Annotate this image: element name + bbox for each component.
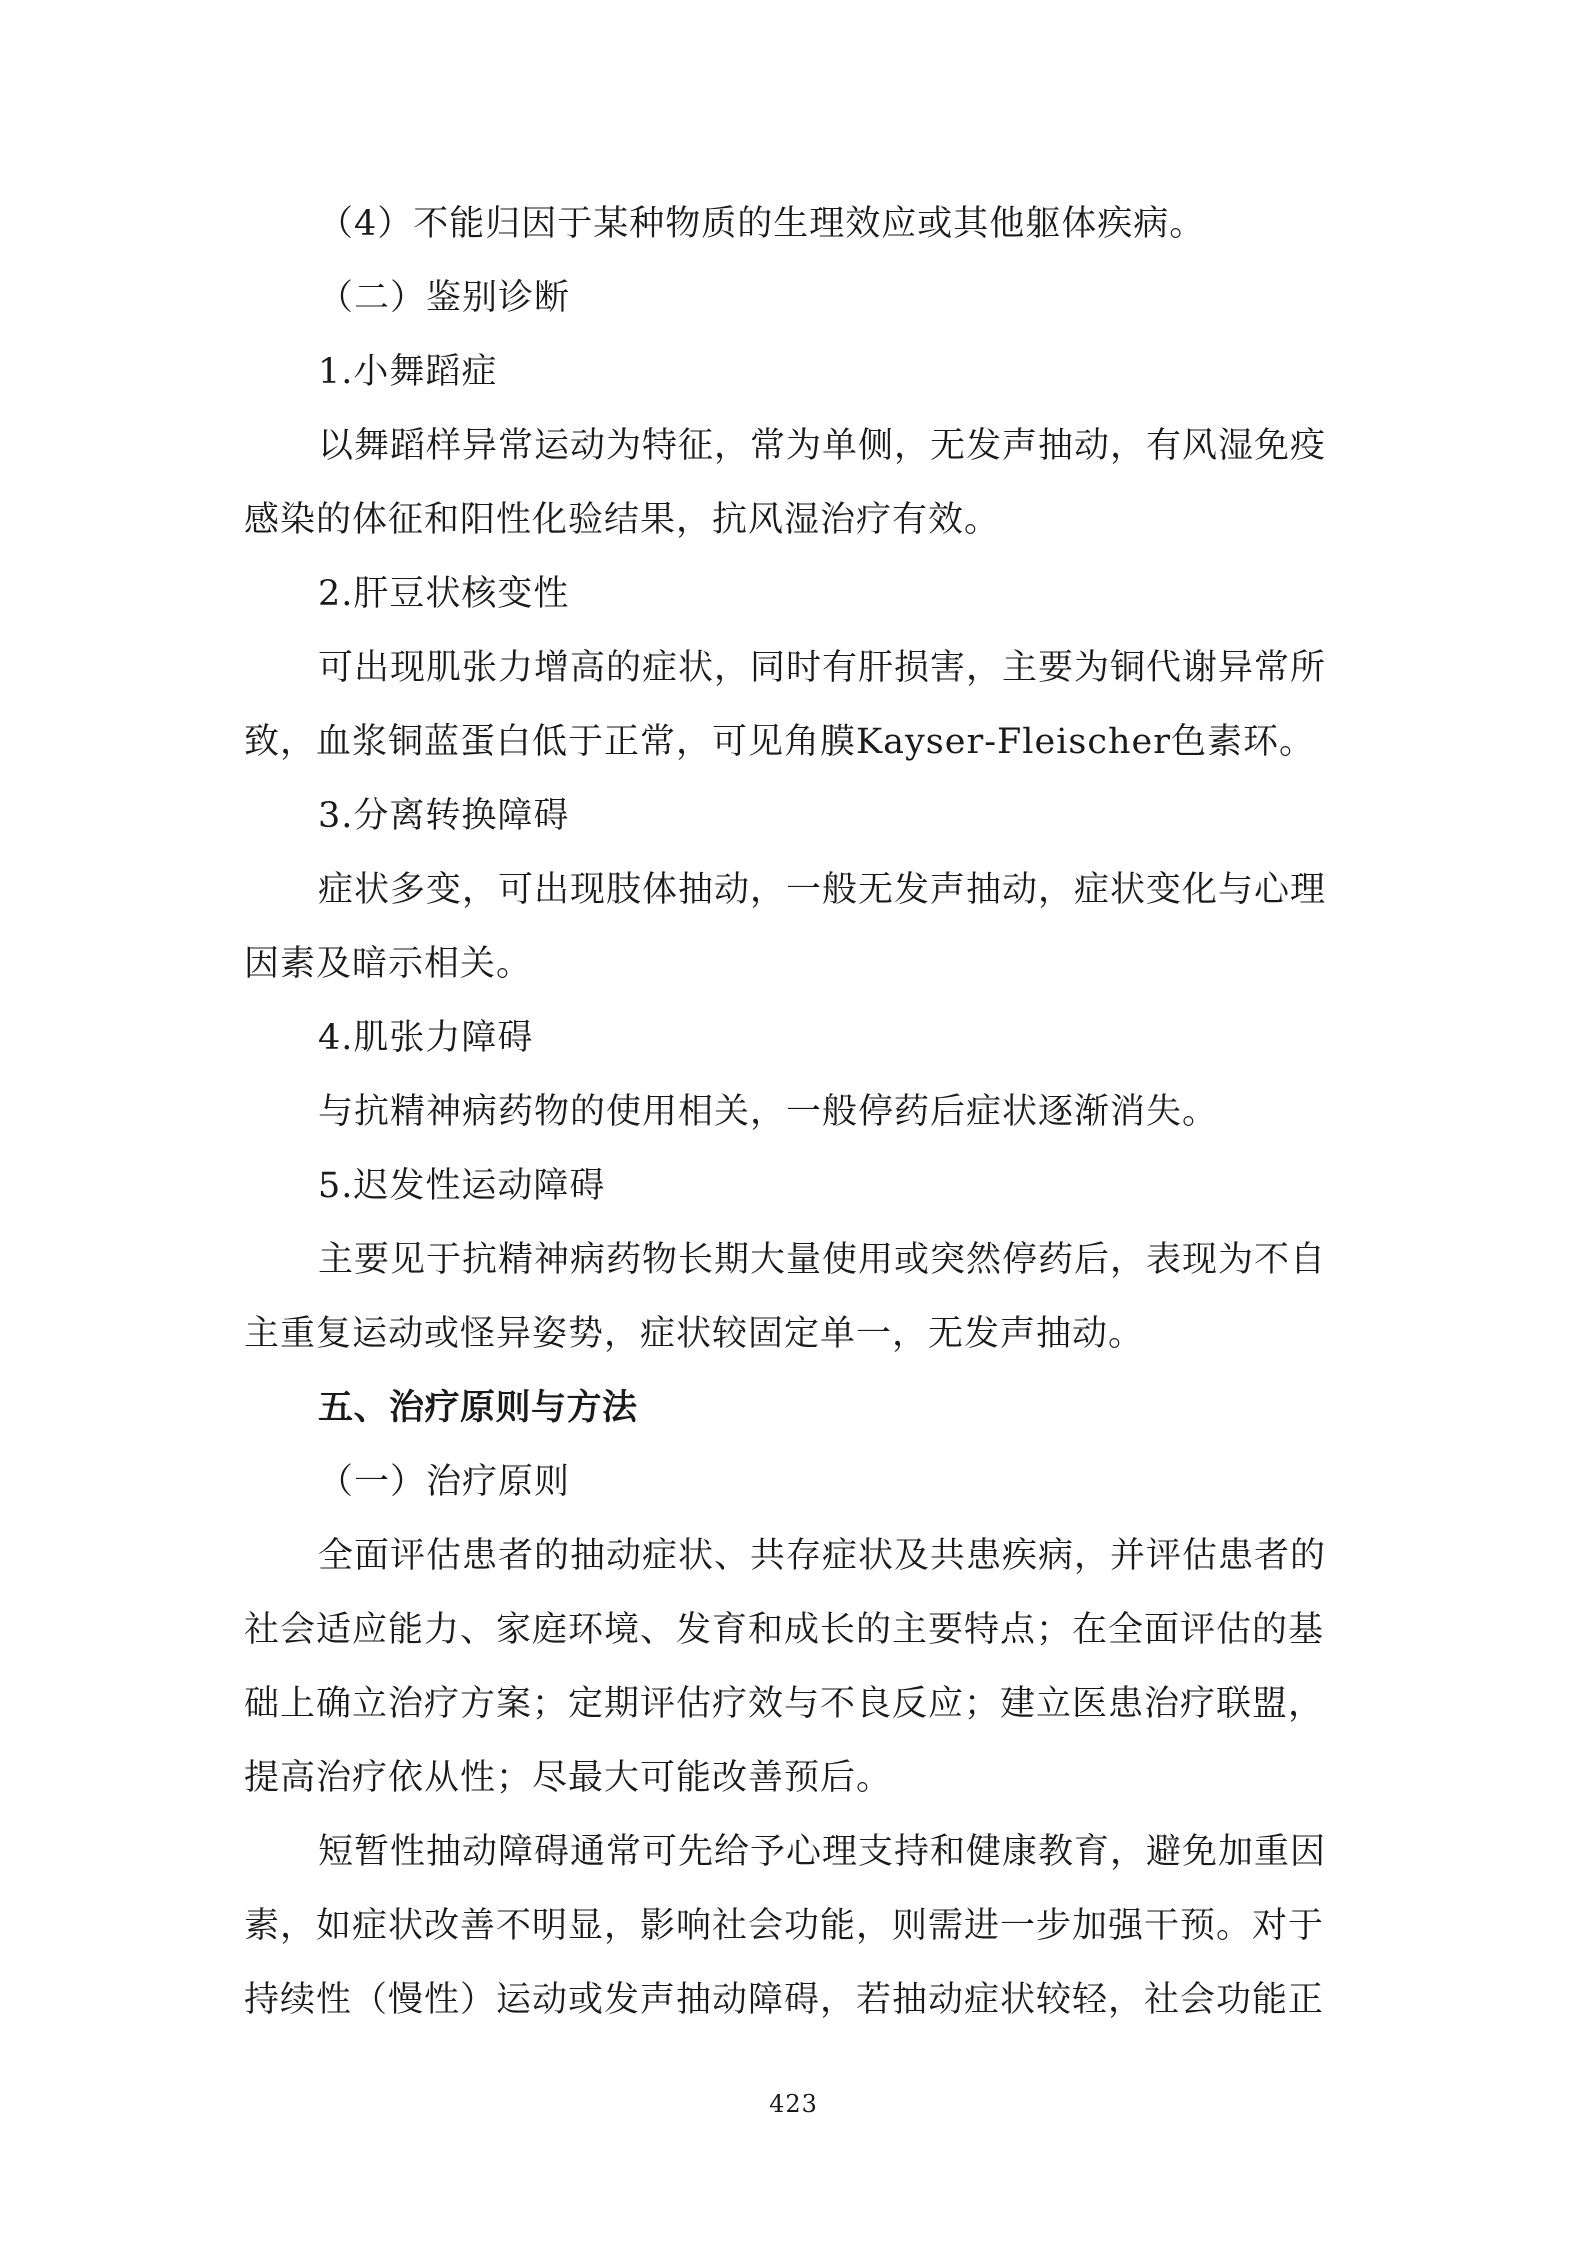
paragraph-line: 提高治疗依从性；尽最大可能改善预后。 — [244, 1758, 893, 1798]
item-heading-conversion-disorder: 3.分离转换障碍 — [318, 796, 570, 836]
page-number: 423 — [769, 2090, 818, 2118]
paragraph-line: 短暂性抽动障碍通常可先给予心理支持和健康教育，避免加重因 — [318, 1832, 1327, 1872]
paragraph-line: 可出现肌张力增高的症状，同时有肝损害，主要为铜代谢异常所 — [318, 648, 1327, 688]
paragraph-line: 础上确立治疗方案；定期评估疗效与不良反应；建立医患治疗联盟， — [244, 1684, 1325, 1724]
paragraph-line: 因素及暗示相关。 — [244, 944, 533, 984]
item-heading-wilson-disease: 2.肝豆状核变性 — [318, 574, 570, 614]
paragraph-line: 素，如症状改善不明显，影响社会功能，则需进一步加强干预。对于 — [244, 1906, 1325, 1946]
paragraph-line: 致，血浆铜蓝蛋白低于正常，可见角膜Kayser-Fleischer色素环。 — [244, 722, 1315, 762]
item-heading-dystonia: 4.肌张力障碍 — [318, 1018, 534, 1058]
paragraph-line: 主要见于抗精神病药物长期大量使用或突然停药后，表现为不自 — [318, 1240, 1327, 1280]
paragraph-line: 持续性（慢性）运动或发声抽动障碍，若抽动症状较轻，社会功能正 — [244, 1980, 1325, 2020]
item-heading-chorea: 1.小舞蹈症 — [318, 352, 498, 392]
paragraph-line: 感染的体征和阳性化验结果，抗风湿治疗有效。 — [244, 500, 1001, 540]
section-heading-treatment-principles: （一）治疗原则 — [318, 1462, 571, 1502]
paragraph-line: 与抗精神病药物的使用相关，一般停药后症状逐渐消失。 — [318, 1092, 1219, 1132]
item-heading-tardive-dyskinesia: 5.迟发性运动障碍 — [318, 1166, 606, 1206]
paragraph-line: 症状多变，可出现肢体抽动，一般无发声抽动，症状变化与心理 — [318, 870, 1327, 910]
paragraph-line: 全面评估患者的抽动症状、共存症状及共患疾病，并评估患者的 — [318, 1536, 1327, 1576]
paragraph-line: 主重复运动或怪异姿势，症状较固定单一，无发声抽动。 — [244, 1314, 1145, 1354]
paragraph-line: 社会适应能力、家庭环境、发育和成长的主要特点；在全面评估的基 — [244, 1610, 1325, 1650]
list-item-criterion-4: （4）不能归因于某种物质的生理效应或其他躯体疾病。 — [318, 204, 1206, 244]
paragraph-line: 以舞蹈样异常运动为特征，常为单侧，无发声抽动，有风湿免疫 — [318, 426, 1327, 466]
section-heading-differential-diagnosis: （二）鉴别诊断 — [318, 278, 571, 318]
section-heading-treatment: 五、治疗原则与方法 — [318, 1388, 638, 1428]
